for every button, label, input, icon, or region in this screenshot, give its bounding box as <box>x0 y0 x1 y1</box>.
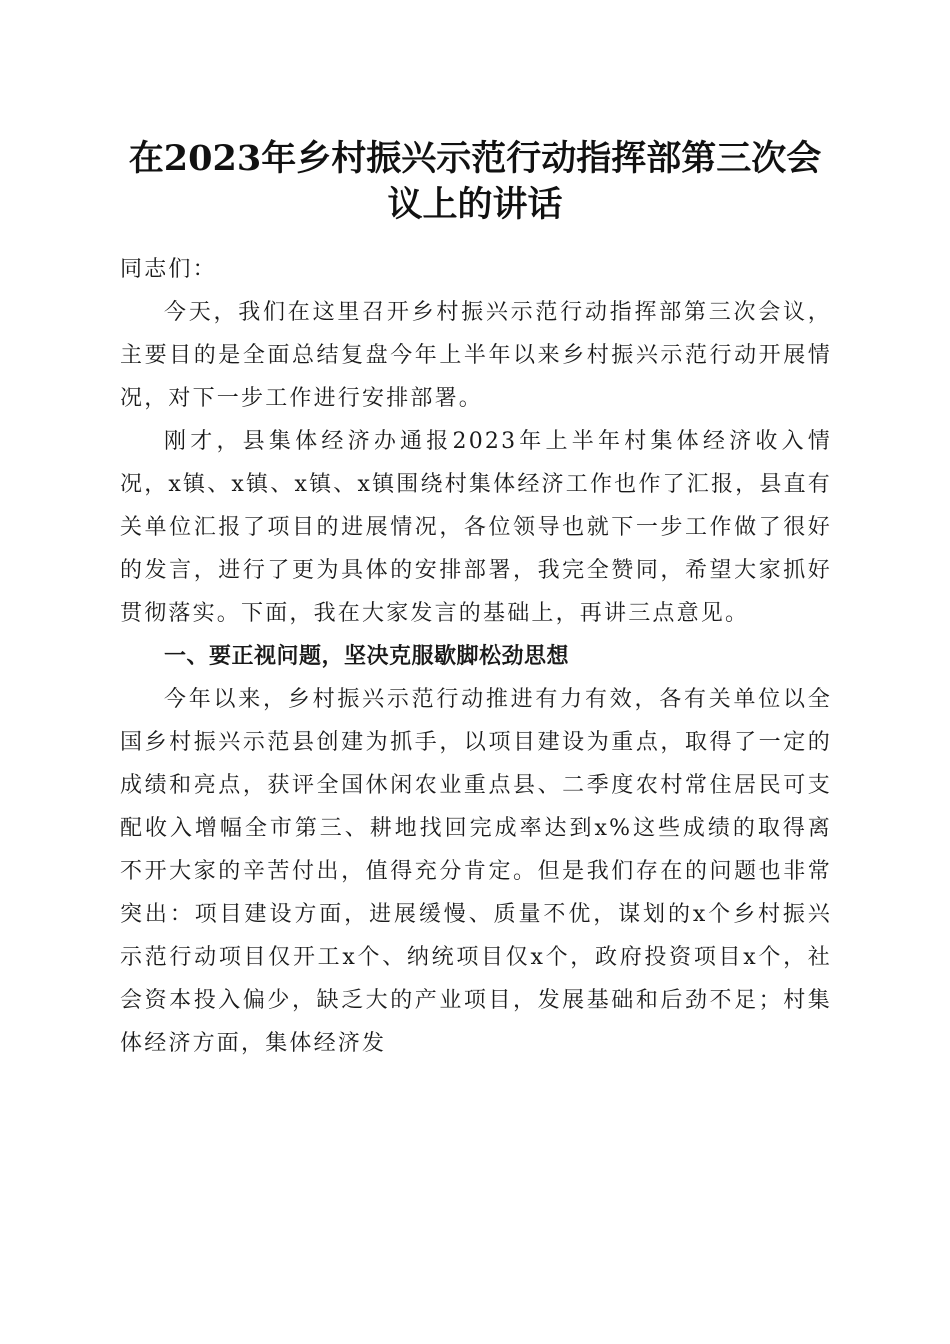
paragraph-opening: 今天，我们在这里召开乡村振兴示范行动指挥部第三次会议，主要目的是全面总结复盘今年上半年以来乡村振兴示范行动开展情况，对下一步工作进行安排部署。 <box>120 300 832 411</box>
document-title <box>100 136 850 228</box>
salutation: 同志们： <box>120 257 217 282</box>
section-heading-1: 一、要正视问题，坚决克服歇脚松劲思想 <box>164 644 570 669</box>
title-line-1: 在2023年乡村振兴示范行动指挥部第三次会 <box>128 138 822 179</box>
paragraph-reports: 刚才，县集体经济办通报2023年上半年村集体经济收入情况，x镇、x镇、x镇、x镇围绕村集体经济工作也作了汇报，县直有关单位汇报了项目的进展情况，各位领导也就下一步工作做了很好的发言，进行了更为具体的安排部署，我完全赞同，希望大家抓好贯彻落实。下面，我在大家发言的基础上，再讲三点意见。 <box>120 429 832 626</box>
paragraph-section-1: 今年以来，乡村振兴示范行动推进有力有效，各有关单位以全国乡村振兴示范县创建为抓手，以项目建设为重点，取得了一定的成绩和亮点，获评全国休闲农业重点县、二季度农村常住居民可支配收入增幅全市第三、耕地找回完成率达到x%这些成绩的取得离不开大家的辛苦付出，值得充分肯定。但是我们存在的问题也非常突出：项目建设方面，进展缓慢、质量不优，谋划的x个乡村振兴示范行动项目仅开工x个、纳统项目仅x个，政府投资项目x个，社会资本投入偏少，缺乏大的产业项目，发展基础和后劲不足；村集体经济方面，集体经济发 <box>120 687 832 1056</box>
document-body <box>120 248 832 1065</box>
title-line-2: 议上的讲话 <box>387 184 563 225</box>
